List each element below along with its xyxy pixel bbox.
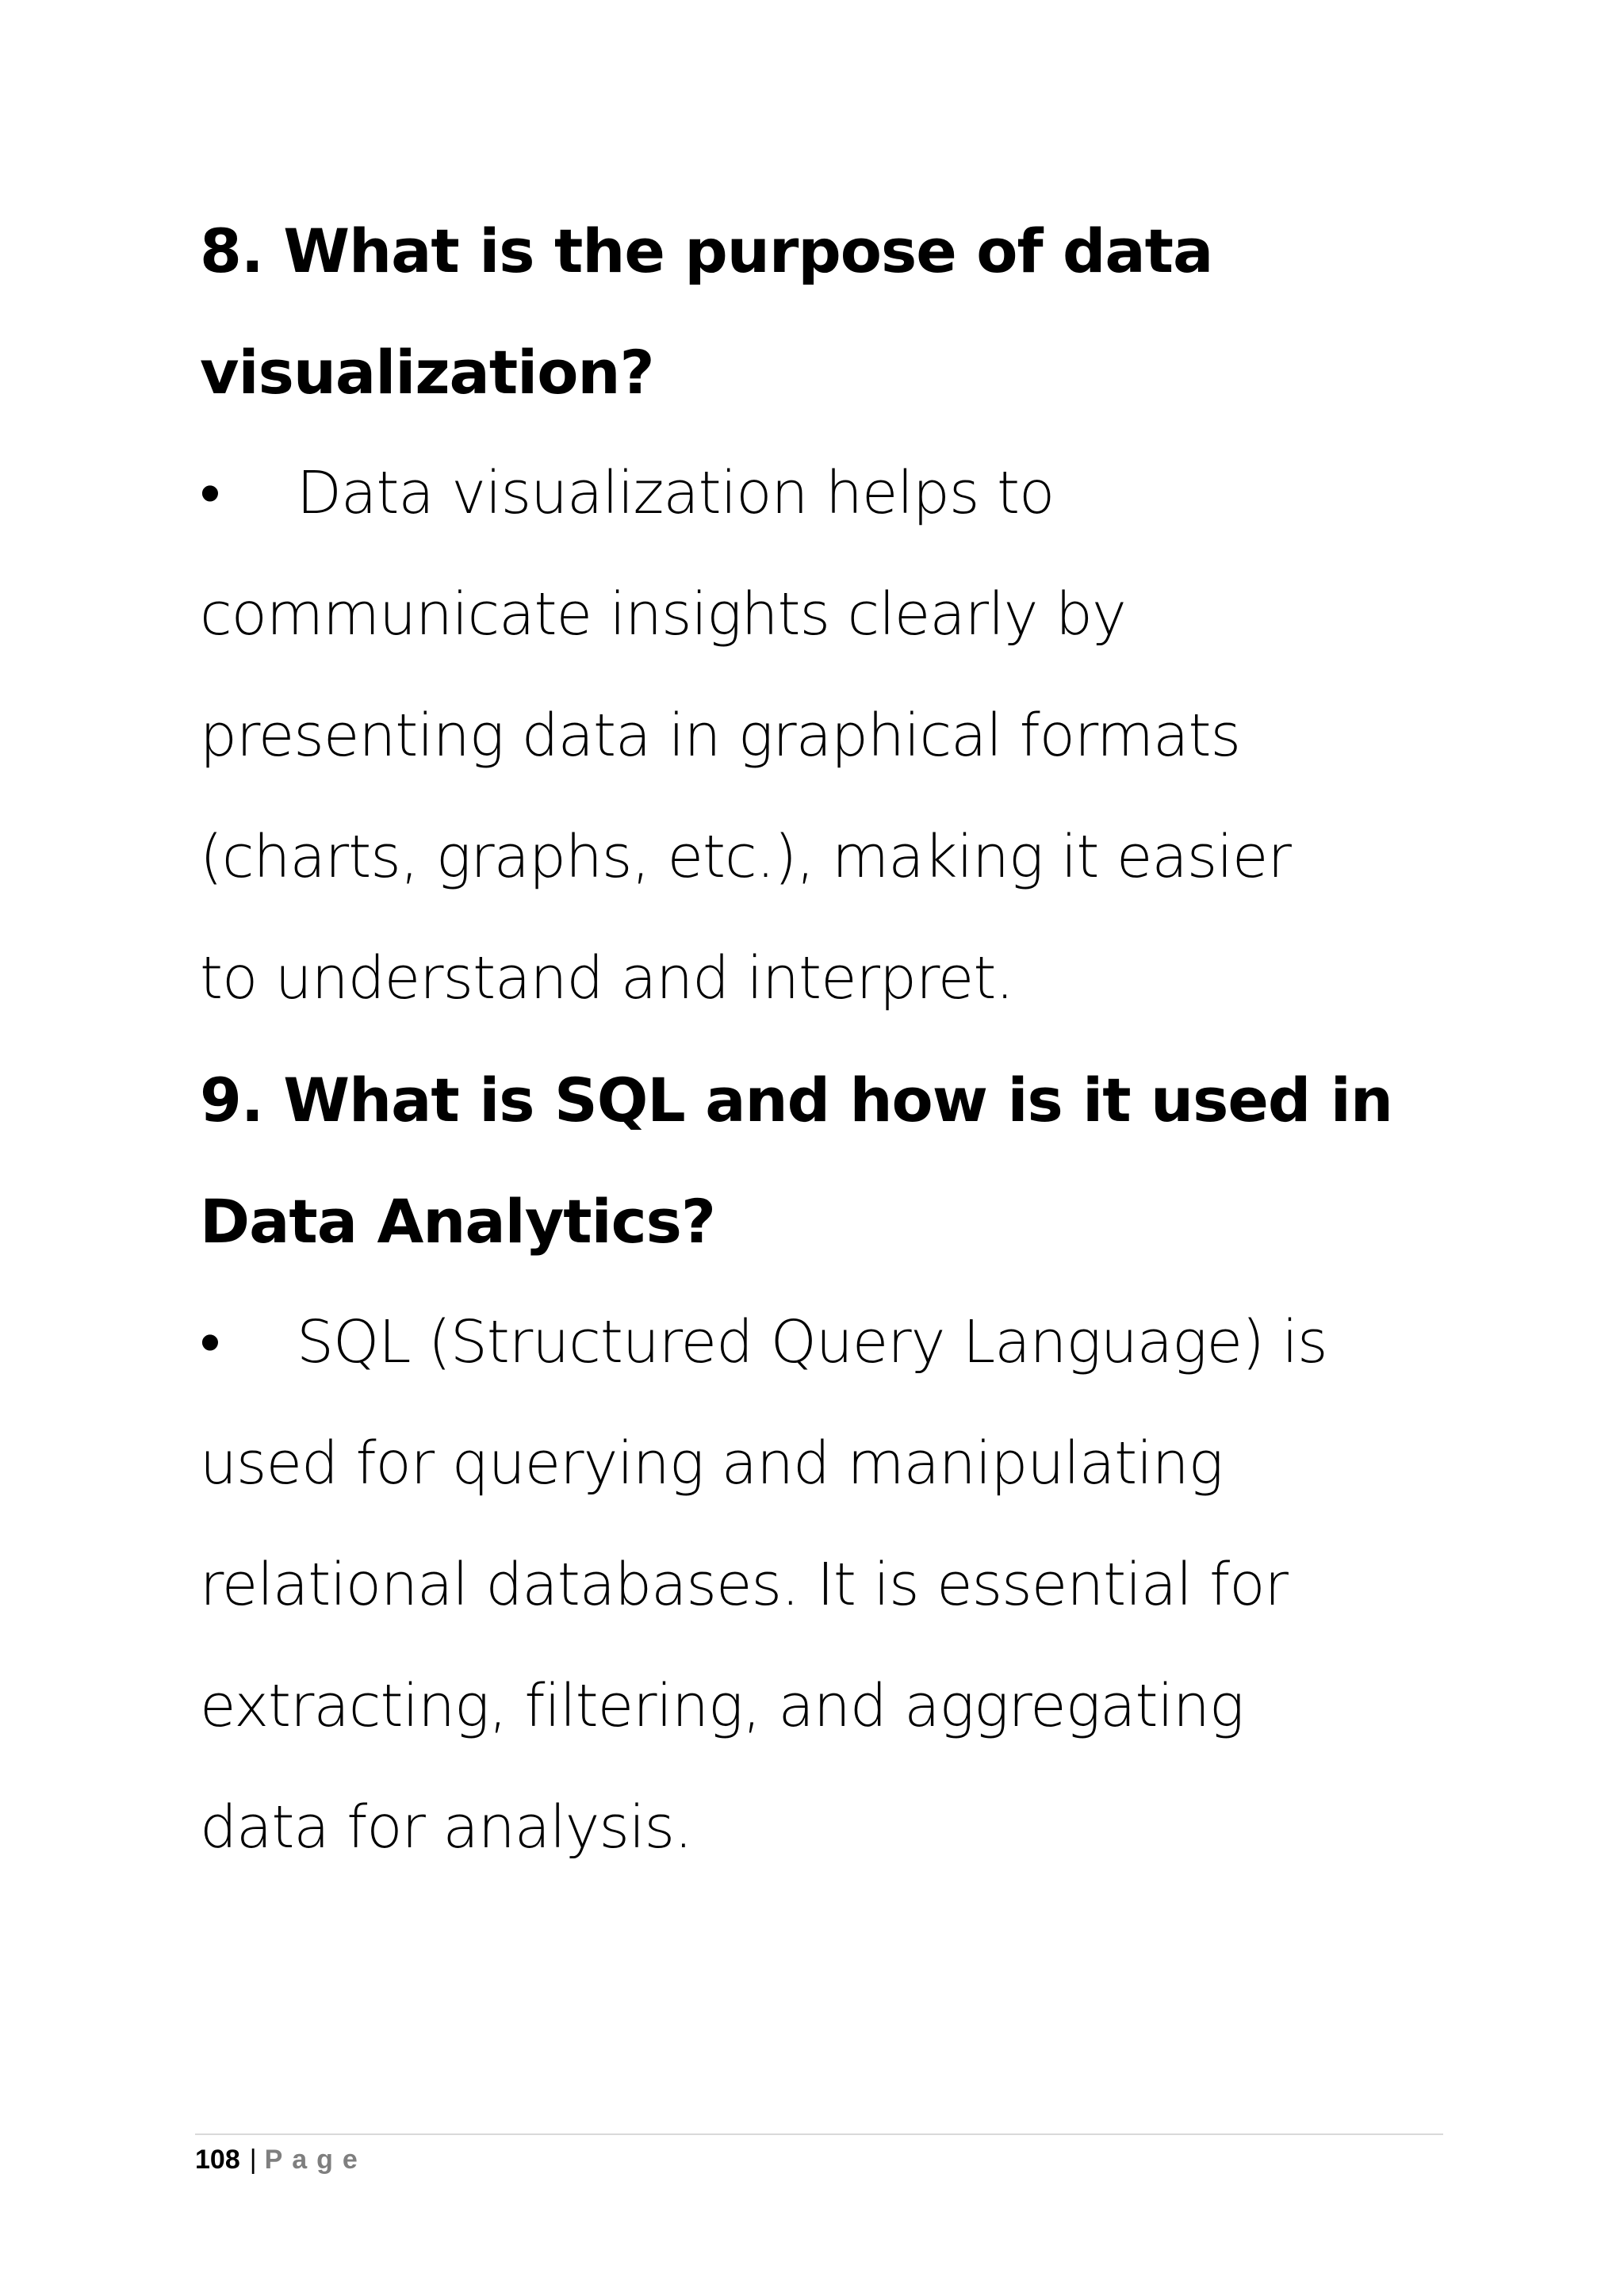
- question-section-8: [200, 190, 1453, 1039]
- answer-paragraph: [200, 1282, 1453, 1888]
- answer-paragraph: [200, 433, 1453, 1039]
- question-heading-line: Data Analytics?: [200, 1186, 715, 1257]
- page-footer: [195, 2142, 367, 2177]
- page-number: 108: [195, 2145, 240, 2175]
- answer-line: extracting, filtering, and aggregating: [200, 1672, 1244, 1740]
- question-heading-line: 8. What is the purpose of data: [200, 216, 1213, 286]
- question-heading: [200, 1039, 1453, 1282]
- question-heading: [200, 190, 1453, 433]
- bullet-icon: •: [200, 459, 220, 527]
- page-label: Page: [264, 2145, 367, 2175]
- answer-line: SQL (Structured Query Language) is: [297, 1308, 1327, 1376]
- question-section-9: [200, 1039, 1453, 1888]
- question-heading-line: visualization?: [200, 337, 654, 408]
- question-heading-line: 9. What is SQL and how is it used in: [200, 1065, 1392, 1135]
- answer-line: used for querying and manipulating: [200, 1429, 1224, 1498]
- answer-line: data for analysis.: [200, 1793, 692, 1862]
- answer-line: (charts, graphs, etc.), making it easier: [200, 823, 1291, 891]
- answer-line: to understand and interpret.: [200, 944, 1013, 1012]
- answer-line: communicate insights clearly by: [200, 580, 1126, 649]
- answer-line: relational databases. It is essential for: [200, 1551, 1288, 1619]
- answer-line: presenting data in graphical formats: [200, 702, 1241, 770]
- answer-line: Data visualization helps to: [297, 459, 1055, 527]
- page-content: [200, 190, 1453, 1888]
- footer-separator: |: [249, 2145, 257, 2175]
- bullet-icon: •: [200, 1308, 220, 1376]
- footer-divider: [195, 2133, 1443, 2135]
